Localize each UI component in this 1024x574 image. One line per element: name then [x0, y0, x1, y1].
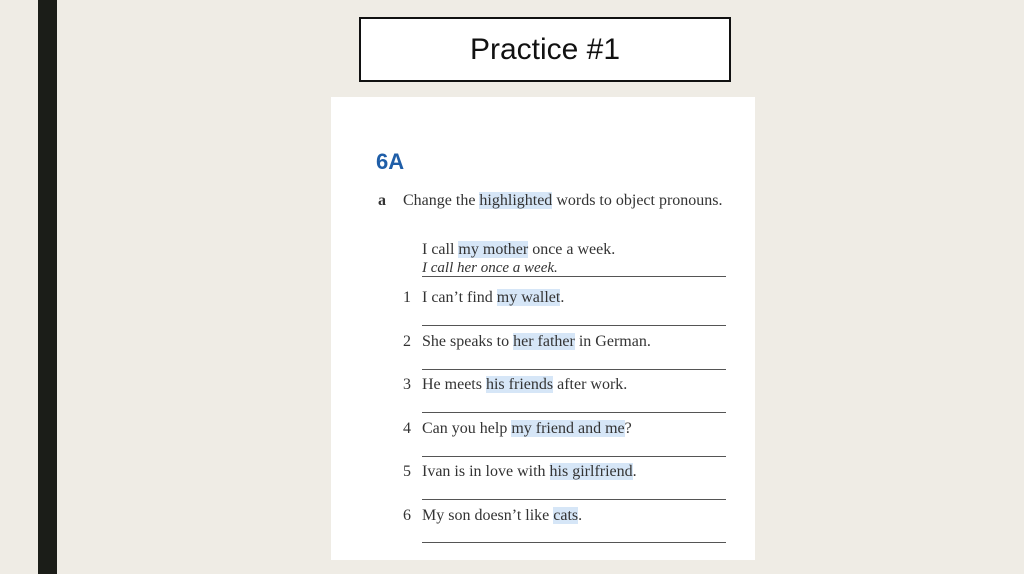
item-text-end: . [632, 463, 637, 480]
item-number: 3 [403, 376, 411, 393]
answer-line-5[interactable] [422, 499, 726, 500]
item-text-end: . [578, 507, 583, 524]
slide-title: Practice #1 [469, 32, 621, 66]
answer-line-2[interactable] [422, 369, 726, 370]
answer-line-3[interactable] [422, 412, 726, 413]
worksheet-image [331, 97, 755, 560]
example-sentence [422, 240, 615, 260]
item-text-end: ? [624, 420, 632, 437]
exercise-item-5 [403, 463, 637, 481]
item-text: He meets [422, 376, 486, 393]
item-highlight: cats [553, 507, 579, 524]
example-answer: I call her once a week. [422, 260, 558, 276]
item-text: She speaks to [422, 333, 514, 350]
exercise-item-4 [403, 420, 632, 438]
item-highlight: my friend and me [511, 420, 625, 437]
example-text: I call [422, 241, 459, 258]
example-highlight: my mother [458, 241, 529, 258]
item-highlight: my wallet [496, 289, 561, 306]
instruction-text-end: words to object pronouns. [552, 192, 723, 209]
item-highlight: her father [513, 333, 575, 350]
answer-line-4[interactable] [422, 456, 726, 457]
example-text-end: once a week. [528, 241, 616, 258]
answer-line-1[interactable] [422, 325, 726, 326]
exercise-item-2 [403, 333, 651, 351]
item-text: Ivan is in love with [422, 463, 550, 480]
item-number: 2 [403, 333, 411, 350]
instruction-highlight: highlighted [479, 192, 553, 209]
item-text: My son doesn’t like [422, 507, 554, 524]
item-text: Can you help [422, 420, 512, 437]
instruction [403, 190, 723, 211]
slide-title-box [359, 17, 731, 82]
item-text-end: after work. [553, 376, 628, 393]
instruction-text: Change the [403, 192, 480, 209]
section-label: 6A [376, 149, 405, 174]
item-highlight: his friends [485, 376, 554, 393]
exercise-item-6 [403, 507, 582, 525]
item-highlight: his girlfriend [549, 463, 633, 480]
left-accent-bar [38, 0, 57, 574]
example-answer-line [422, 276, 726, 277]
answer-line-6[interactable] [422, 542, 726, 543]
item-number: 6 [403, 507, 411, 524]
task-letter: a [378, 192, 386, 209]
item-text: I can’t find [422, 289, 497, 306]
item-text-end: in German. [574, 333, 651, 350]
item-text-end: . [560, 289, 565, 306]
exercise-item-1 [403, 289, 564, 307]
item-number: 1 [403, 289, 411, 306]
exercise-item-3 [403, 376, 627, 394]
item-number: 5 [403, 463, 411, 480]
item-number: 4 [403, 420, 411, 437]
